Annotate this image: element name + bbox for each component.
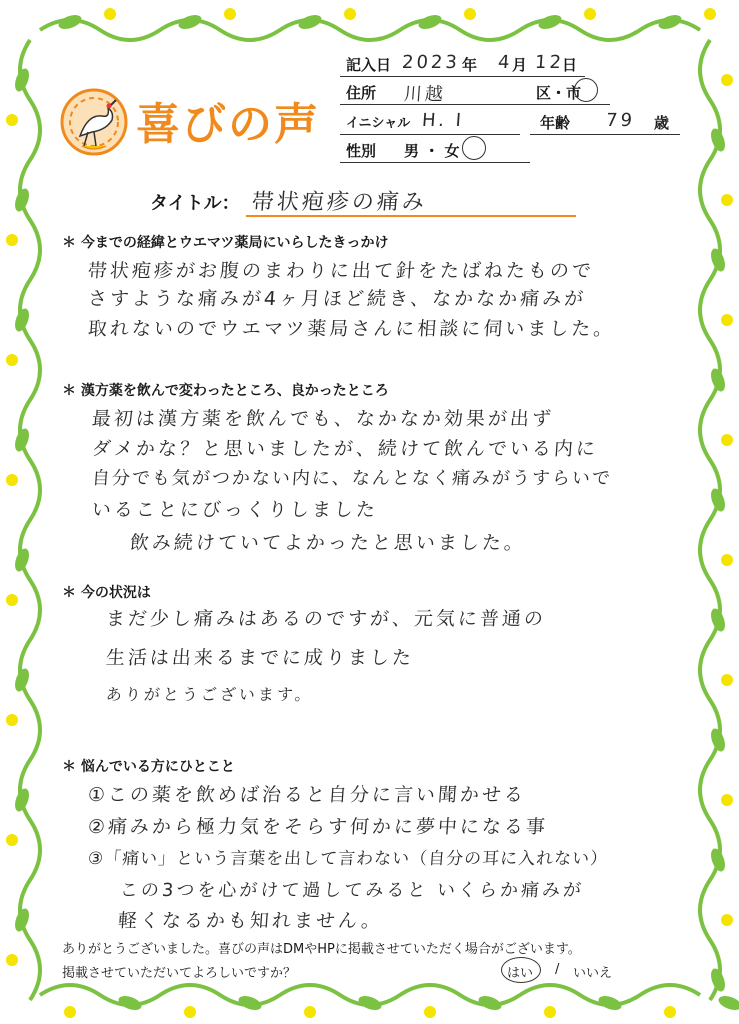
leaf: [297, 12, 324, 31]
section-heading-changes: ＊ 漢方薬を飲んで変わったところ、良かったところ: [62, 383, 389, 399]
leaf: [657, 12, 684, 31]
date-day: 12: [534, 52, 565, 73]
dot: [721, 74, 733, 86]
section-line: 帯状疱疹がお腹のまわりに出て針をたばねたもので: [87, 260, 595, 282]
leaf: [237, 993, 264, 1012]
section-line: まだ少し痛みはあるのですが、元気に普通の: [105, 608, 547, 630]
section-line: 飲み続けていてよかったと思いました。: [129, 532, 527, 554]
dot: [64, 1006, 76, 1018]
consent-separator: /: [555, 962, 560, 977]
leaf: [12, 427, 31, 454]
section-line: ①この薬を飲めば治ると自分に言い聞かせる: [87, 784, 527, 806]
section-line: ありがとうございます。: [105, 685, 315, 704]
leaf: [117, 993, 144, 1012]
consent-yes[interactable]: はい: [507, 966, 534, 981]
dot: [6, 594, 18, 606]
footer-question: 掲載させていただいてよろしいですか？: [62, 966, 297, 981]
title-label: タイトル：: [150, 193, 240, 214]
dot: [721, 434, 733, 446]
leaf: [708, 967, 727, 994]
logo: [58, 80, 328, 160]
dot: [721, 194, 733, 206]
date-year: 2023: [401, 52, 461, 73]
date-field: [340, 52, 585, 77]
gender-field: [340, 138, 530, 163]
dot: [721, 554, 733, 566]
section-line: 生活は出来るまでに成りました: [105, 647, 415, 669]
title-underline: [246, 215, 576, 217]
leaf: [12, 547, 31, 574]
leaf: [12, 787, 31, 814]
dot: [6, 714, 18, 726]
leaf: [12, 667, 31, 694]
address-label: 住所: [346, 84, 377, 102]
initials-value: H. I: [421, 110, 465, 131]
crane-logo-icon: [58, 86, 130, 158]
leaf: [708, 367, 727, 394]
leaf: [708, 487, 727, 514]
section-line: この3つを心がけて過してみると いくらか痛みが: [119, 880, 585, 901]
title-row: [150, 185, 590, 217]
leaf: [708, 607, 727, 634]
dot: [544, 1006, 556, 1018]
title-value: 帯状疱疹の痛み: [250, 190, 428, 215]
vine-top: [40, 20, 700, 40]
section-line: 取れないのでウエマツ薬局さんに相談に伺いました。: [87, 318, 617, 340]
leaf: [708, 127, 727, 154]
dot: [344, 8, 356, 20]
date-month: 4: [497, 52, 514, 73]
dot: [424, 1006, 436, 1018]
leaf: [477, 993, 504, 1012]
dot: [6, 114, 18, 126]
dot: [721, 314, 733, 326]
consent-yes-circle: [501, 957, 541, 983]
consent-no[interactable]: いいえ: [573, 966, 613, 981]
section-line: 最初は漢方薬を飲んでも、なかなか効果が出ず: [91, 408, 555, 430]
age-unit: 歳: [654, 114, 670, 132]
section-line: 自分でも気がつかない内に、なんとなく痛みがうすらいで: [91, 468, 613, 489]
dot: [6, 354, 18, 366]
gender-label: 性別: [346, 142, 377, 160]
dot: [184, 1006, 196, 1018]
leaf: [177, 12, 204, 31]
initials-label: イニシャル: [346, 116, 411, 131]
leaf: [717, 993, 739, 1012]
section-heading-current: ＊ 今の状況は: [62, 585, 151, 601]
section-heading-history: ＊ 今までの経緯とウエマツ薬局にいらしたきっかけ: [62, 235, 389, 251]
dot: [664, 1006, 676, 1018]
leaf: [12, 307, 31, 334]
dot: [304, 1006, 316, 1018]
logo-title: 喜びの声: [136, 99, 320, 150]
section-line: 軽くなるかも知れません。: [117, 910, 384, 932]
section-line: ②痛みから極力気をそらす何かに夢中になる事: [87, 816, 549, 838]
address-value: 川越: [403, 84, 447, 105]
date-month-unit: 月: [512, 56, 528, 74]
leaf: [708, 247, 727, 274]
section-line: ダメかな？と思いましたが、続けて飲んでいる内に: [91, 438, 599, 460]
city-circle: [574, 78, 598, 102]
dot: [224, 8, 236, 20]
dot: [721, 794, 733, 806]
leaf: [12, 907, 31, 934]
dot: [464, 8, 476, 20]
dot: [721, 674, 733, 686]
footer-notice: ありがとうございました。喜びの声はDMやHPに掲載させていただく場合がございます。: [62, 942, 581, 957]
leaf: [708, 847, 727, 874]
initials-field: [340, 110, 520, 135]
leaf: [597, 993, 624, 1012]
dot: [721, 914, 733, 926]
vine-left: [20, 40, 40, 1000]
dot: [6, 954, 18, 966]
date-day-unit: 日: [562, 56, 578, 74]
dot: [6, 834, 18, 846]
section-line: ③「痛い」という言葉を出して言わない（自分の耳に入れない）: [87, 849, 609, 869]
address-suffix: 区・市: [536, 84, 582, 102]
leaf: [417, 12, 444, 31]
age-label: 年齢: [540, 114, 571, 132]
dot: [6, 474, 18, 486]
dot: [104, 8, 116, 20]
dot: [704, 8, 716, 20]
leaf: [12, 67, 31, 94]
age-value: 79: [605, 110, 636, 131]
dot: [6, 234, 18, 246]
age-field: [530, 110, 680, 135]
section-line: いることにびっくりしました: [91, 499, 379, 521]
gender-selected-circle: [462, 136, 486, 160]
leaf: [708, 727, 727, 754]
date-label: 記入日: [346, 56, 392, 74]
leaf: [12, 187, 31, 214]
leaf: [57, 12, 84, 31]
section-line: さすような痛みが4ヶ月ほど続き、なかなか痛みが: [87, 288, 588, 310]
leaf: [537, 12, 564, 31]
address-field: [340, 80, 610, 105]
gender-options: 男 ・ 女: [404, 142, 460, 160]
dot: [584, 8, 596, 20]
date-year-unit: 年: [462, 56, 478, 74]
section-heading-advice: ＊ 悩んでいる方にひとこと: [62, 759, 235, 775]
consent-options: [505, 958, 645, 982]
leaf: [357, 993, 384, 1012]
